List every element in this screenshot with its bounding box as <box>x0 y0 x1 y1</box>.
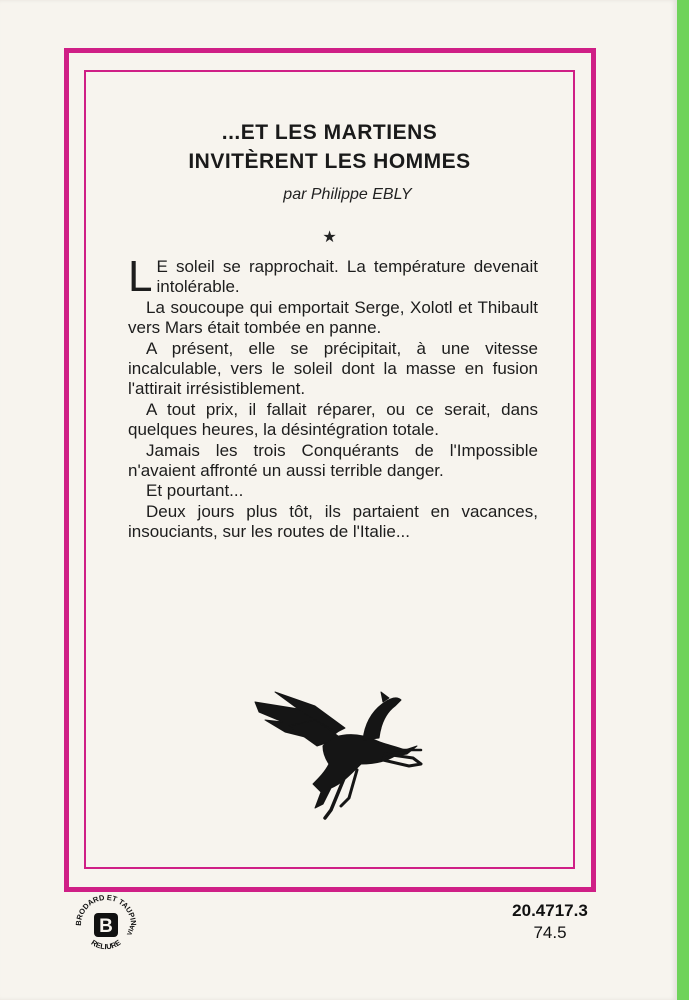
blurb-paragraph-1 <box>128 252 538 301</box>
blurb-paragraph-6: Et pourtant... <box>146 481 244 501</box>
blurb-paragraph-5: Jamais les trois Conquérants de l'Impossible n'avaient affronté un aussi terrible danger. <box>128 440 538 481</box>
catalog-code <box>500 900 600 944</box>
drop-cap: L <box>128 252 153 301</box>
blurb-paragraph-3: A présent, elle se précipitait, à une vitesse incalculable, vers le soleil dont la masse en fusion l'attirait irrésistiblement. <box>128 338 538 399</box>
blurb-paragraph-2: La soucoupe qui emportait Serge, Xolotl et Thibault vers Mars était tombée en panne. <box>128 297 538 338</box>
print-code: 74.5 <box>533 923 567 942</box>
separator-star: ★ <box>322 229 337 246</box>
seal-bottom-text: RELIURE <box>89 937 123 952</box>
book-title-line-1: ...ET LES MARTIENS <box>221 121 438 144</box>
author-line: par Philippe EBLY <box>283 186 412 203</box>
blurb-text <box>128 252 538 543</box>
publisher-seal-icon <box>73 892 139 958</box>
seal-right-text: VIA <box>126 924 137 937</box>
book-title-line-2: INVITÈRENT LES HOMMES <box>188 150 471 173</box>
pegasus-logo-icon <box>245 680 425 820</box>
catalog-number: 20.4717.3 <box>512 901 588 920</box>
blurb-paragraph-7: Deux jours plus tôt, ils partaient en vacances, insouciants, sur les routes de l'Italie... <box>128 501 538 542</box>
blurb-paragraph-4: A tout prix, il fallait réparer, ou ce serait, dans quelques heures, la désintégration totale. <box>128 399 538 440</box>
blurb-paragraph-1-text: E soleil se rapprochait. La température devenait intolérable. <box>156 257 538 297</box>
seal-top-text: BRODARD ET TAUPIN <box>73 892 139 926</box>
seal-letter: B <box>99 916 113 937</box>
